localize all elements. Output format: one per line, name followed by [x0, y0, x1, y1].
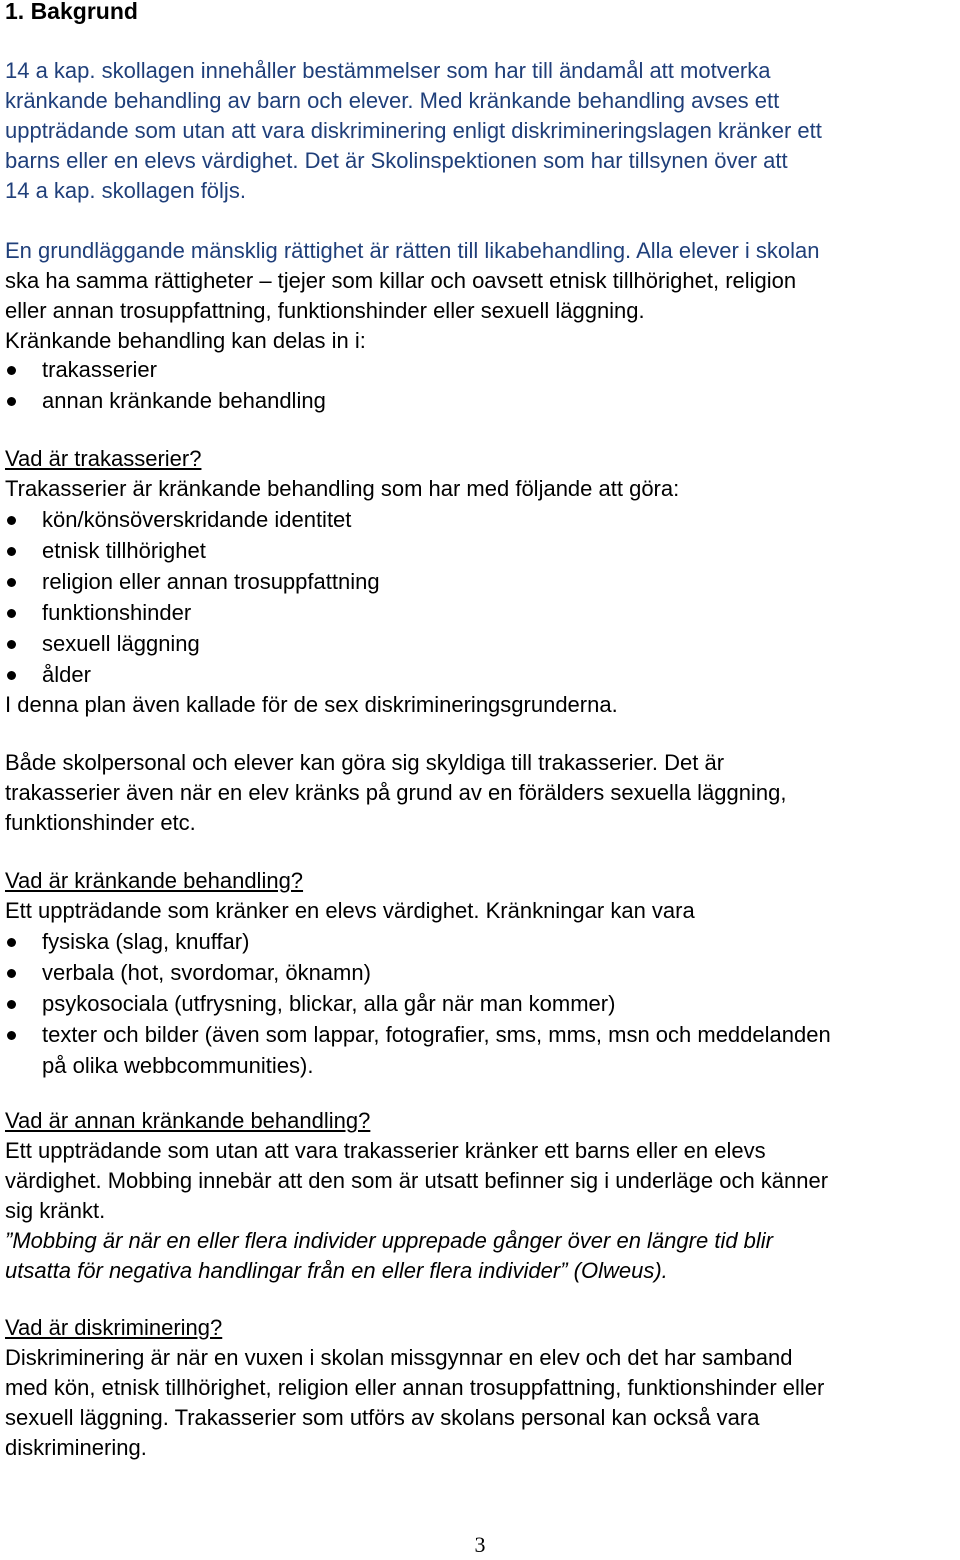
intro-line: 14 a kap. skollagen följs. — [5, 178, 246, 203]
trakasserier-note — [5, 690, 957, 720]
rights-paragraph — [5, 236, 957, 356]
section-heading: 1. Bakgrund — [5, 0, 138, 24]
diskriminering-section — [5, 1313, 957, 1463]
list-item: fysiska (slag, knuffar) — [5, 926, 960, 957]
krankning-list — [5, 926, 960, 1081]
paragraph-line: sexuell läggning. Trakasserier som utförs av skolans personal kan också vara — [5, 1405, 760, 1430]
list-item: ålder — [5, 659, 960, 690]
annan-section — [5, 1106, 957, 1286]
annan-title: Vad är annan kränkande behandling? — [5, 1108, 371, 1133]
paragraph-line: trakasserier även när en elev kränks på grund av en förälders sexuella läggning, — [5, 780, 787, 805]
grounds-list — [5, 504, 960, 690]
rights-line: eller annan trosuppfattning, funktionshinder eller sexuell läggning. — [5, 298, 645, 323]
page-number: 3 — [474, 1532, 486, 1557]
trakasserier-title: Vad är trakasserier? — [5, 446, 202, 471]
trakasserier-intro: Trakasserier är kränkande behandling som har med följande att göra: — [5, 476, 680, 501]
rights-lead: En grundläggande mänsklig rättighet är rätten till likabehandling. Alla elever i skolan — [5, 238, 820, 263]
list-item: etnisk tillhörighet — [5, 535, 960, 566]
rights-line: ska ha samma rättigheter – tjejer som killar och oavsett etnisk tillhörighet, religion — [5, 268, 797, 293]
intro-line: kränkande behandling av barn och elever. Med kränkande behandling avses ett — [5, 88, 780, 113]
intro-line: barns eller en elevs värdighet. Det är Skolinspektionen som har tillsynen över att — [5, 148, 788, 173]
olweus-quote-line: utsatta för negativa handlingar från en eller flera individer” (Olweus). — [5, 1258, 668, 1283]
trakasserier-paragraph — [5, 748, 957, 838]
paragraph-line: Både skolpersonal och elever kan göra sig skyldiga till trakasserier. Det är — [5, 750, 725, 775]
list-item: funktionshinder — [5, 597, 960, 628]
list-item: kön/könsöverskridande identitet — [5, 504, 960, 535]
list-item-line: på olika webbcommunities). — [42, 1053, 314, 1078]
olweus-quote-line: ”Mobbing är när en eller flera individer upprepade gånger över en längre tid blir — [5, 1228, 774, 1253]
paragraph-line: Diskriminering är när en vuxen i skolan missgynnar en elev och det har samband — [5, 1345, 793, 1370]
list-item: verbala (hot, svordomar, öknamn) — [5, 957, 960, 988]
list-item — [5, 1019, 960, 1081]
list-item: sexuell läggning — [5, 628, 960, 659]
list-item: annan kränkande behandling — [5, 385, 960, 416]
paragraph-line: diskriminering. — [5, 1435, 147, 1460]
krankande-intro: Ett uppträdande som kränker en elevs värdighet. Kränkningar kan vara — [5, 898, 695, 923]
trakasserier-section — [5, 444, 957, 504]
list-item-line: texter och bilder (även som lappar, fotografier, sms, mms, msn och meddelanden — [42, 1022, 831, 1047]
divided-intro: Kränkande behandling kan delas in i: — [5, 328, 366, 353]
intro-line: uppträdande som utan att vara diskriminering enligt diskrimineringslagen kränker ett — [5, 118, 822, 143]
list-item: psykosociala (utfrysning, blickar, alla går när man kommer) — [5, 988, 960, 1019]
diskriminering-title: Vad är diskriminering? — [5, 1315, 223, 1340]
paragraph-line: med kön, etnisk tillhörighet, religion eller annan trosuppfattning, funktionshinder eller — [5, 1375, 825, 1400]
krankande-title: Vad är kränkande behandling? — [5, 868, 304, 893]
divided-list — [5, 354, 960, 416]
paragraph-line: funktionshinder etc. — [5, 810, 196, 835]
paragraph-line: sig kränkt. — [5, 1198, 106, 1223]
list-item: trakasserier — [5, 354, 960, 385]
paragraph-line: värdighet. Mobbing innebär att den som är utsatt befinner sig i underläge och känner — [5, 1168, 829, 1193]
list-item: religion eller annan trosuppfattning — [5, 566, 960, 597]
paragraph-line: Ett uppträdande som utan att vara trakasserier kränker ett barns eller en elevs — [5, 1138, 766, 1163]
rights-line — [5, 236, 957, 266]
note-line: I denna plan även kallade för de sex diskrimineringsgrunderna. — [5, 692, 618, 717]
krankande-section — [5, 866, 957, 926]
intro-line: 14 a kap. skollagen innehåller bestämmelser som har till ändamål att motverka — [5, 58, 771, 83]
intro-paragraph — [5, 56, 957, 206]
